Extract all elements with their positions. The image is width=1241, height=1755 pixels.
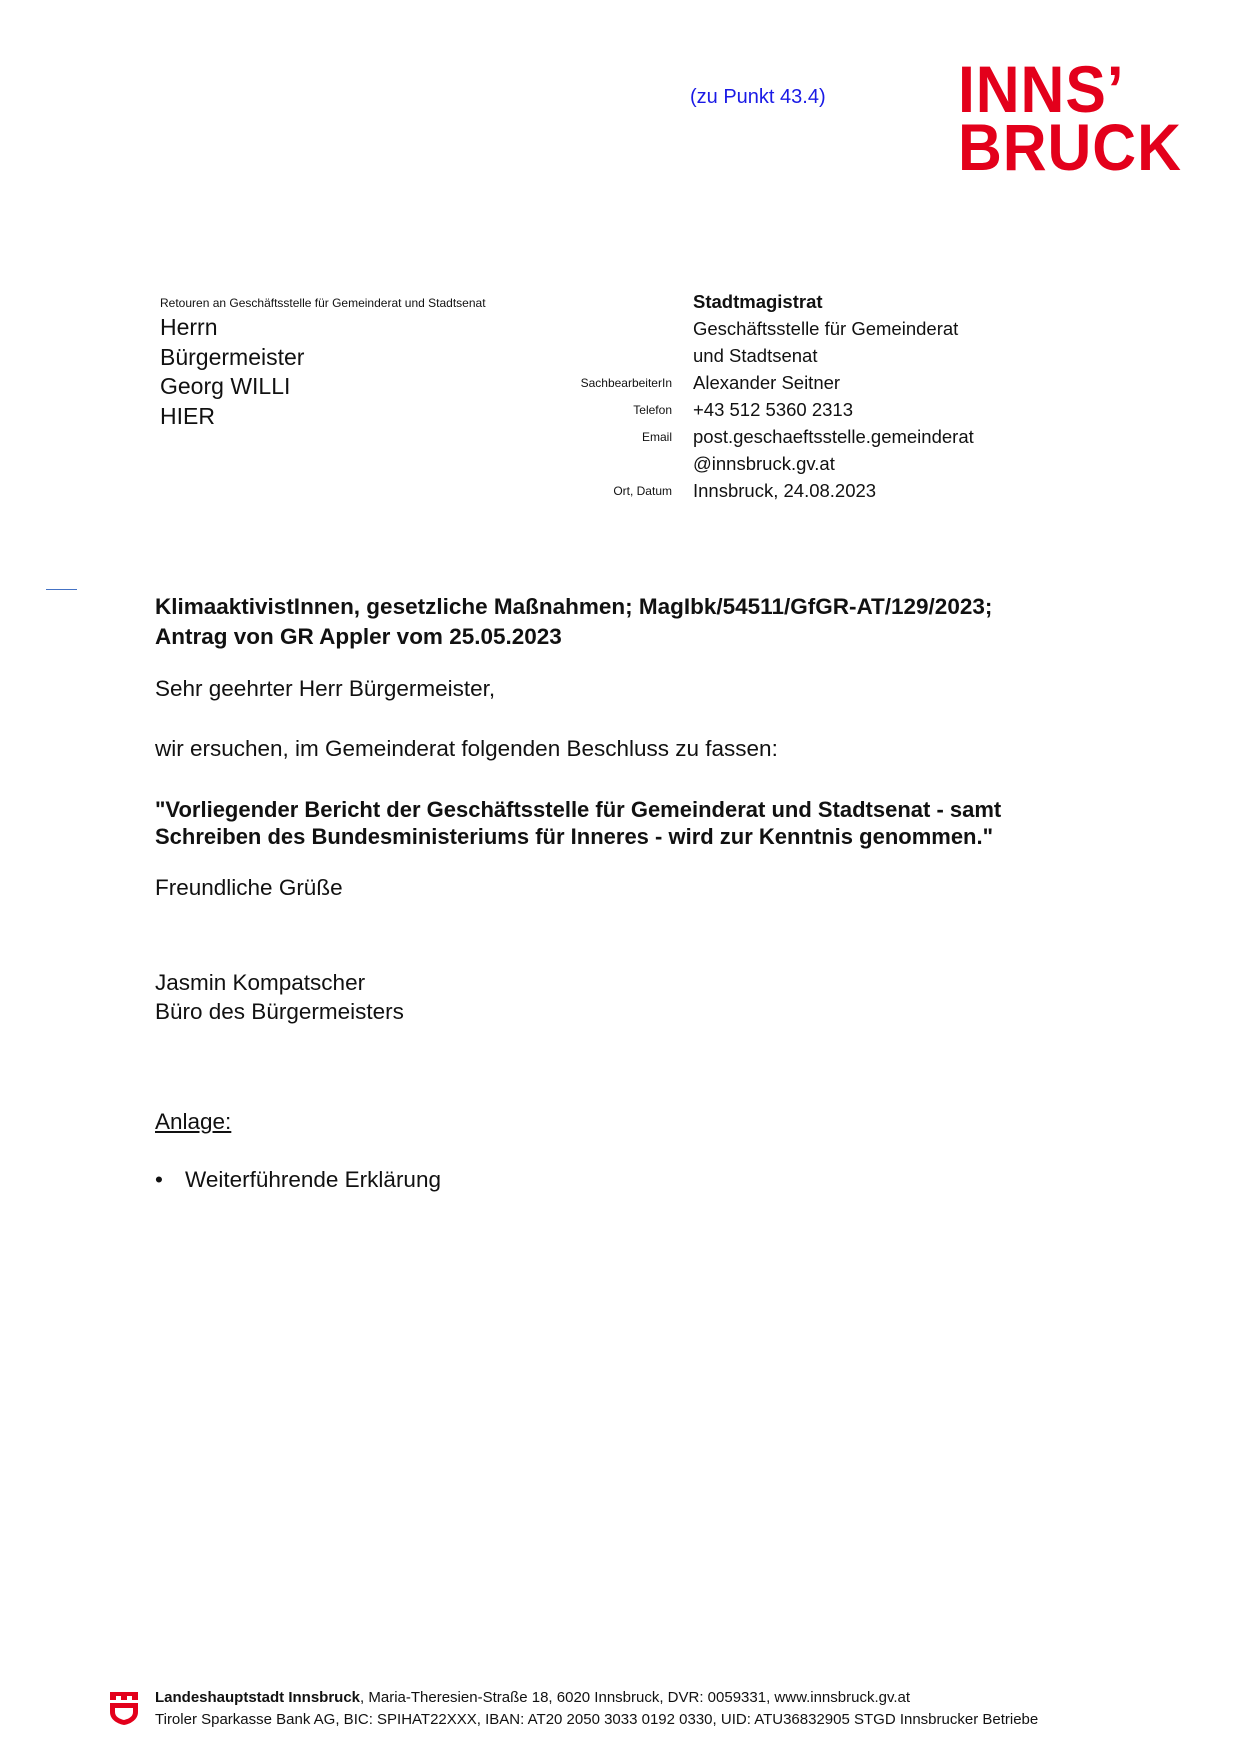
- salutation: Sehr geehrter Herr Bürgermeister,: [155, 676, 496, 701]
- motion-line: "Vorliegender Bericht der Geschäftsstelle für Gemeinderat und Stadtsenat - samt: [155, 797, 1002, 822]
- request-text: wir ersuchen, im Gemeinderat folgenden Beschluss zu fassen:: [155, 736, 778, 761]
- recipient-line: Herrn: [160, 314, 218, 340]
- sender-org: Stadtmagistrat: [693, 291, 823, 312]
- footer-line-1: [155, 1687, 1038, 1709]
- return-address-line: Retouren an Geschäftsstelle für Gemeinderat und Stadtsenat: [160, 296, 486, 310]
- motion-text: [155, 796, 1001, 850]
- attachments-list: [155, 1167, 441, 1193]
- bullet-icon: •: [155, 1167, 163, 1192]
- clerk-label: SachbearbeiterIn: [580, 376, 672, 390]
- footer-address: , Maria-Theresien-Straße 18, 6020 Innsbruck, DVR: 0059331, www.innsbruck.gv.at: [360, 1689, 911, 1706]
- recipient-line: Bürgermeister: [160, 343, 305, 370]
- place-date: Innsbruck, 24.08.2023: [693, 480, 877, 501]
- subject-line: Antrag von GR Appler vom 25.05.2023: [155, 624, 562, 649]
- email-address: @innsbruck.gv.at: [693, 453, 835, 474]
- sender-block: [693, 288, 974, 504]
- recipient-address: [160, 313, 304, 431]
- city-crest-icon: [108, 1690, 140, 1726]
- signer-name: Jasmin Kompatscher: [155, 970, 366, 995]
- recipient-line: Georg WILLI: [160, 373, 291, 399]
- footer-city: Landeshauptstadt Innsbruck: [155, 1689, 361, 1706]
- subject-line: KlimaaktivistInnen, gesetzliche Maßnahmen; MagIbk/54511/GfGR-AT/129/2023;: [155, 594, 993, 619]
- footer: [155, 1687, 1038, 1731]
- phone-label: Telefon: [633, 403, 672, 417]
- signature-block: [155, 968, 404, 1026]
- list-item: [155, 1167, 441, 1193]
- closing: Freundliche Grüße: [155, 875, 343, 900]
- attachment-name: Weiterführende Erklärung: [185, 1167, 441, 1192]
- motion-line: Schreiben des Bundesministeriums für Inneres - wird zur Kenntnis genommen.": [155, 824, 994, 849]
- date-label: Ort, Datum: [613, 484, 672, 498]
- recipient-line: HIER: [160, 402, 215, 429]
- margin-mark: [46, 589, 77, 590]
- logo-line-1: INNS’: [958, 52, 1125, 126]
- attachments-heading: Anlage:: [155, 1109, 232, 1134]
- clerk-name: Alexander Seitner: [693, 372, 841, 393]
- agenda-reference: (zu Punkt 43.4): [690, 86, 826, 108]
- innsbruck-logo: [958, 52, 1198, 184]
- signer-office: Büro des Bürgermeisters: [155, 999, 404, 1024]
- email-address: post.geschaeftsstelle.gemeinderat: [693, 426, 974, 447]
- phone-number: +43 512 5360 2313: [693, 399, 853, 420]
- email-label: Email: [641, 430, 672, 444]
- subject: [155, 592, 992, 652]
- sender-dept: und Stadtsenat: [693, 345, 818, 366]
- footer-line-2: Tiroler Sparkasse Bank AG, BIC: SPIHAT22XXX, IBAN: AT20 2050 3033 0192 0330, UID: ATU36832905 STGD Innsbrucker Betriebe: [155, 1711, 1039, 1728]
- sender-dept: Geschäftsstelle für Gemeinderat: [693, 318, 959, 339]
- logo-line-2: BRUCK: [958, 110, 1182, 184]
